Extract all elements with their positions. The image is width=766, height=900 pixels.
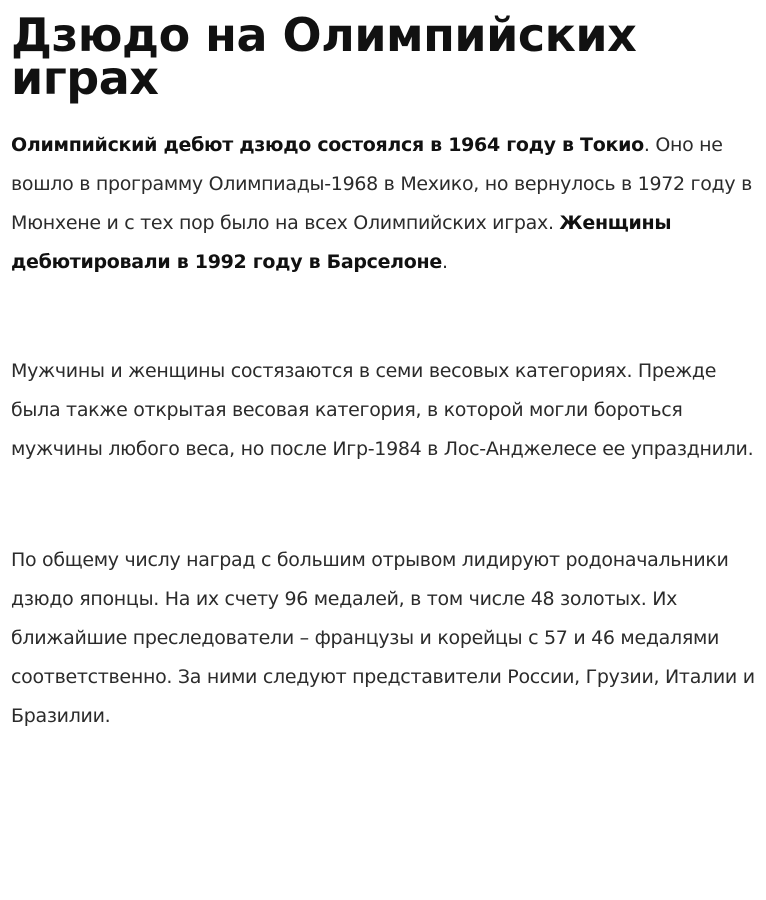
article-title: Дзюдо на Олимпийских играх <box>11 8 637 105</box>
paragraph-text: По общему числу наград с большим отрывом лидируют родоначальники дзюдо японцы. На их счету 96 медалей, в том числе 48 золотых. Их ближайшие преследователи – французы и корейцы с 57 и 46 медалями соответственно. За ними следуют представители России, Грузии, Италии и Бразилии. <box>11 549 755 727</box>
paragraph-medal-leaders <box>11 541 756 736</box>
paragraph-text: . <box>441 251 448 273</box>
paragraph-text: Мужчины и женщины состязаются в семи весовых категориях. Прежде была также открытая весовая категория, в которой могли бороться мужчины любого веса, но после Игр-1984 в Лос-Анджелесе ее упразднили. <box>11 360 754 460</box>
article <box>11 8 756 736</box>
highlight-women-debut-1992: Женщины дебютировали в 1992 году в Барселоне <box>11 212 672 273</box>
paragraph-text: . Оно не вошло в программу Олимпиады-1968 в Мехико, но вернулось в 1972 году в Мюнхене и с тех пор было на всех Олимпийских играх. <box>11 134 752 234</box>
highlight-debut-1964: Олимпийский дебют дзюдо состоялся в 1964 году в Токио <box>11 134 644 156</box>
paragraph-olympic-debut <box>11 126 756 282</box>
paragraph-weight-categories <box>11 352 756 469</box>
